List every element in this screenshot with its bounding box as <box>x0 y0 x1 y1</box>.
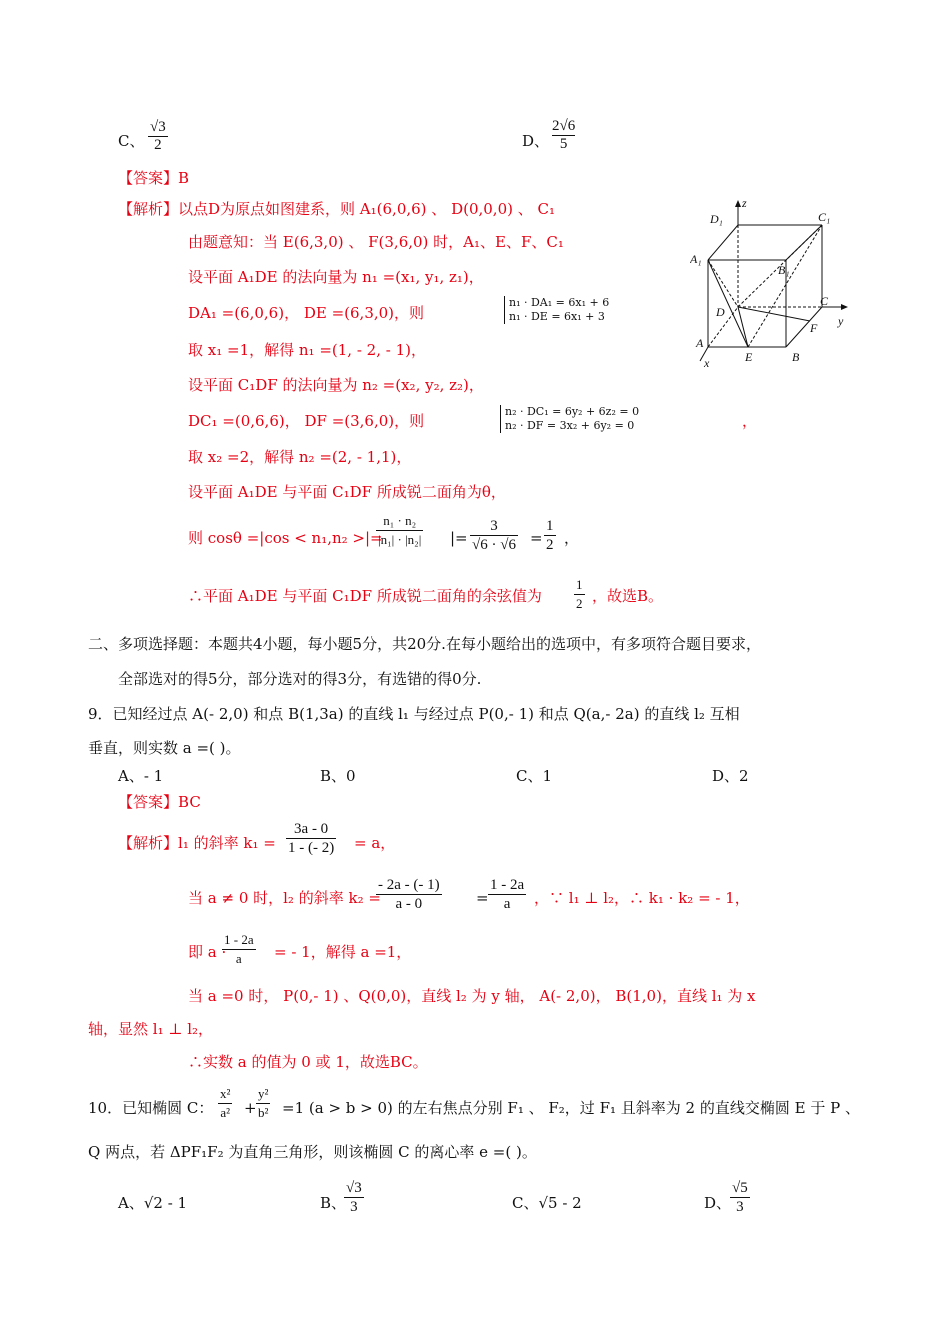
q10-x-fraction: $\frac{\text{x²}}{\text{a²}}$ <box>220 1086 231 1120</box>
q8-analysis-line-11: ∴平面 A₁DE 与平面 C₁DF 所成锐二面角的余弦值为 <box>188 587 542 605</box>
q10-option-d: D、 <box>704 1194 732 1212</box>
q8-answer: 【答案】B <box>118 169 190 187</box>
q8-option-d: D、 <box>522 132 550 150</box>
q8-system-1: n₁ · DA₁ = 6x₁ + 6 n₁ · DE = 6x₁ + 3 <box>504 296 609 324</box>
q8-analysis-line-4: DA₁ =(6,0,6)， DE =(6,3,0)，则 <box>188 304 425 322</box>
q9-analysis-line-6: ∴实数 a 的值为 0 或 1，故选BC。 <box>188 1053 428 1071</box>
q10-option-b-fraction: $\frac{√3}{3}$ <box>346 1180 362 1215</box>
q10-option-b: B、 <box>320 1194 347 1212</box>
q9-answer: 【答案】BC <box>118 793 201 811</box>
q9-equation-fraction: $\frac{1 - 2a}{a}$ <box>224 932 254 966</box>
q10-stem-2: Q 两点，若 ΔPF₁F₂ 为直角三角形，则该椭圆 C 的离心率 e =( )。 <box>88 1143 537 1161</box>
q10-option-d-fraction: $\frac{√5}{3}$ <box>732 1180 748 1215</box>
q9-analysis-line-2-post: ，∵ l₁ ⊥ l₂，∴ k₁ · k₂ = - 1， <box>534 889 750 907</box>
q8-option-c: C、 <box>118 132 145 150</box>
q8-cos-fraction-2: $\frac{3}{√6 \cdot √6}$ <box>472 518 516 553</box>
q8-analysis-line-9: 设平面 A₁DE 与平面 C₁DF 所成锐二面角为θ， <box>188 483 506 501</box>
q8-half-fraction: $\frac{1}{2}$ <box>576 577 583 611</box>
q8-analysis-line-2: 由题意知：当 E(6,3,0) 、 F(3,6,0) 时，A₁、E、F、C₁ <box>188 233 564 251</box>
q8-cos-comma: ， <box>564 529 580 547</box>
label-z: z <box>742 196 747 210</box>
q9-analysis-line-3: 即 a · <box>188 943 227 961</box>
cube-figure <box>690 195 860 380</box>
q8-cos-fraction-1: $\frac{\text{n₁ · n₂}}{\text{|n₁| · |n₂|}}$ <box>378 513 422 547</box>
section2-line-2: 全部选对的得5分，部分选对的得3分，有选错的得0分. <box>118 670 482 688</box>
q9-analysis-line-1: 【解析】l₁ 的斜率 k₁ = <box>118 834 276 852</box>
label-y: y <box>838 314 844 328</box>
label-D: D <box>716 305 725 319</box>
q8-analysis-line-5: 取 x₁ =1，解得 n₁ =(1, - 2, - 1)， <box>188 341 426 359</box>
q9-analysis-line-3-post: = - 1，解得 a =1， <box>274 943 412 961</box>
q9-eq: = <box>476 889 489 907</box>
label-A: A <box>696 336 704 350</box>
q10-y-fraction: $\frac{\text{y²}}{\text{b²}}$ <box>258 1086 269 1120</box>
q9-stem-1: 9．已知经过点 A(- 2,0) 和点 B(1,3a) 的直线 l₁ 与经过点 P(0,- 1) 和点 Q(a,- 2a) 的直线 l₂ 互相 <box>88 705 740 723</box>
q9-analysis-line-1-post: = a， <box>354 834 396 852</box>
label-x: x <box>704 356 710 370</box>
q9-slope-2-fraction-2: $\frac{1 - 2a}{a}$ <box>490 877 525 912</box>
q8-analysis-line-10: 则 cosθ =|cos < n₁,n₂ >|= <box>188 529 383 547</box>
q9-option-a: A、- 1 <box>118 767 164 785</box>
label-D1: D₁ <box>710 212 723 226</box>
q10-plus: + <box>244 1099 257 1117</box>
section2-line-1: 二、多项选择题：本题共4小题，每小题5分，共20分.在每小题给出的选项中，有多项符合题目要求， <box>88 635 761 653</box>
q8-cos-eq: |= <box>450 529 468 547</box>
q8-system-2: n₂ · DC₁ = 6y₂ + 6z₂ = 0 n₂ · DF = 3x₂ + 6y₂ = 0 <box>500 405 639 433</box>
label-A1: A₁ <box>690 252 702 266</box>
label-C1: C₁ <box>818 210 831 224</box>
q9-option-d: D、2 <box>712 767 749 785</box>
q8-analysis-line-12: ，故选B。 <box>592 587 664 605</box>
q8-comma-after-system: ， <box>742 412 758 430</box>
q9-option-b: B、0 <box>320 767 356 785</box>
label-E: E <box>745 350 753 364</box>
q10-option-a: A、√2 - 1 <box>118 1194 188 1212</box>
label-B1: B₁ <box>778 263 790 277</box>
q10-option-c: C、√5 - 2 <box>512 1194 582 1212</box>
q9-analysis-line-5: 轴，显然 l₁ ⊥ l₂， <box>88 1020 214 1038</box>
label-B: B <box>792 350 800 364</box>
q9-analysis-line-2: 当 a ≠ 0 时，l₂ 的斜率 k₂ = <box>188 889 381 907</box>
label-C: C <box>820 294 829 308</box>
q10-stem-1-post: =1 (a > b > 0) 的左右焦点分别 F₁ 、 F₂，过 F₁ 且斜率为 2 的直线交椭圆 E 于 P 、 <box>282 1099 860 1117</box>
q8-cos-fraction-3: $\frac{1}{2}$ <box>546 518 554 553</box>
q8-analysis-line-1: 【解析】以点D为原点如图建系，则 A₁(6,0,6) 、 D(0,0,0) 、 C₁ <box>118 200 555 218</box>
q8-cos-eq2: = <box>530 529 543 547</box>
q8-analysis-line-6: 设平面 C₁DF 的法向量为 n₂ =(x₂, y₂, z₂)， <box>188 376 484 394</box>
q8-analysis-line-8: 取 x₂ =2，解得 n₂ =(2, - 1,1)， <box>188 448 412 466</box>
q9-option-c: C、1 <box>516 767 553 785</box>
q8-analysis-line-7: DC₁ =(0,6,6)， DF =(3,6,0)，则 <box>188 412 425 430</box>
q9-slope-1-fraction: $\frac{3a - 0}{1 - (- 2)}$ <box>288 821 335 856</box>
q10-stem-1-pre: 10．已知椭圆 C： <box>88 1099 214 1117</box>
q8-analysis-line-3: 设平面 A₁DE 的法向量为 n₁ =(x₁, y₁, z₁)， <box>188 268 484 286</box>
q9-slope-2-fraction-1: $\frac{- 2a - (- 1)}{a - 0}$ <box>378 877 440 912</box>
q9-stem-2: 垂直，则实数 a =( )。 <box>88 739 241 757</box>
label-F: F <box>810 321 818 335</box>
q8-option-c-fraction: $\frac{√3}{2}$ <box>150 119 166 153</box>
q8-option-d-fraction: $\frac{2√6}{5}$ <box>552 118 576 152</box>
q9-analysis-line-4: 当 a =0 时， P(0,- 1) 、Q(0,0)，直线 l₂ 为 y 轴， A(- 2,0)， B(1,0)，直线 l₁ 为 x <box>188 987 756 1005</box>
